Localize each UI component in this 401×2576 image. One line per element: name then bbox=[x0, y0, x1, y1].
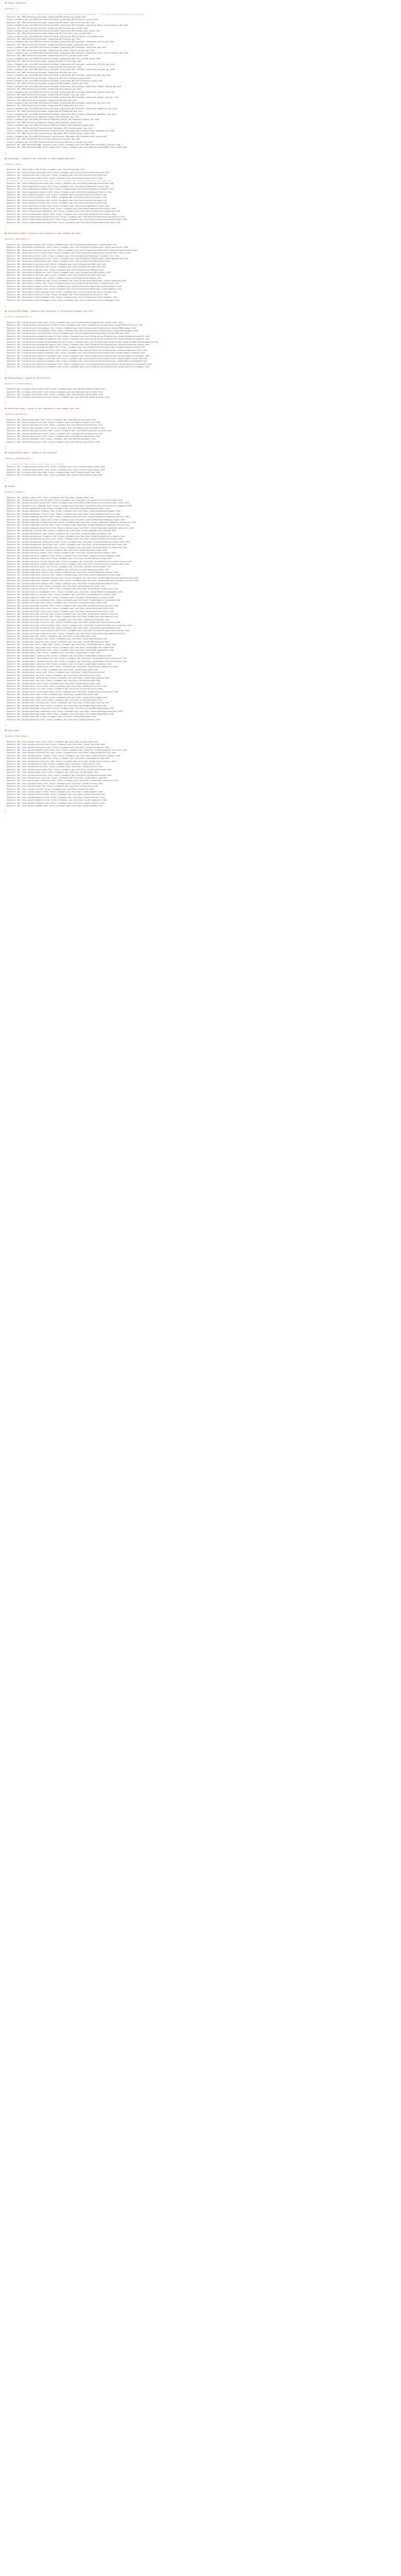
redirect-line: Redirect 301 /user-guide/accessibility.html https://example.gov-test/User_Guide/accessibility.html bbox=[5, 752, 116, 754]
redirect-line: Redirect 301 /guides/sms_long_codes.html https://example.gov-test/User_Guide/SMS/long_codes.html bbox=[5, 646, 114, 649]
redirect-line: Redirect 301 /guides/email_deliverability.html https://example.gov-test/User_Guide/Email/deliverability.html bbox=[5, 657, 127, 660]
redirect-line: https://example.gov-test/MKS_Reference/Customer_Subsystem_API/customer_subsystem_sms_api.html bbox=[5, 102, 111, 105]
redirect-line: Redirect 301 /help/templates/variables.html https://example.gov-test/help/templates/variables.html bbox=[5, 207, 116, 210]
redirect-line: Redirect 301 /MKS_Reference/Customer_Subsystem_API/notifications_guide.html bbox=[5, 77, 91, 79]
redirect-line: Redirect 301 /guides/templates_personalization.html https://example.gov-test/User_Guide/Templates/personalization.html bbox=[5, 577, 139, 579]
redirect-line: Redirect 301 /guides/templates.html https://example.gov-test/User_Guide/Templates/index.html bbox=[5, 568, 110, 571]
redirect-line: Redirect 301 /guides/automation_actions.html https://example.gov-test/User_Guide/Automation/actions.html bbox=[5, 538, 123, 540]
redirect-line: Redirect 301 /help/campaigns/reports.html https://example.gov-test/help/campaigns/reports.html bbox=[5, 191, 112, 193]
redirect-line: Redirect 301 /MKS_Reference/Customer_Subsystem_API/config_api.html bbox=[5, 38, 81, 41]
comment-line: # Redirect 301 /help/account/api_keys.html https://example.gov-test/help/account/api_keys.html bbox=[5, 180, 112, 182]
redirect-line: Redirect 301 /guides/reports_scheduled.html https://example.gov-test/User_Guide/Reports/scheduled.html bbox=[5, 599, 121, 601]
redirect-line: Redirect 301 /guides/reports_revenue.html https://example.gov-test/User_Guide/Reports/revenue.html bbox=[5, 594, 116, 596]
redirect-line: Redirect 301 /integrations/crm/salesforce.html https://example.gov-test/Integration/Integrations_Guide/CRM/salesforce.html bbox=[5, 324, 143, 327]
redirect-line: https://example.gov-test/MKS_Reference/Transactional_Messages_API/transactional_guide.html bbox=[5, 135, 108, 138]
redirect-line: Redirect 301 /help/templates/create.html https://example.gov-test/help/templates/create.html bbox=[5, 205, 110, 207]
redirect-line: Redirect 301 /MKS_Reference/Customer_Subsystem_API/templates_api.html bbox=[5, 105, 84, 107]
redirect-line: Redirect 301 /user-guide/search.html https://example.gov-test/User_Guide/search.html bbox=[5, 763, 101, 766]
redirect-line: Redirect 301 /MKS_Reference/Customer_Subsystem_API/file_upload_guide.html bbox=[5, 55, 89, 57]
redirect-line: Redirect 301 /developers/sdk/node.html https://example.gov-test/Integration/SDK/node.html bbox=[5, 266, 106, 268]
redirect-line: https://example.gov-test/MKS_Reference/Customer_Subsystem_API/canada_post_guide.html bbox=[5, 29, 101, 32]
redirect-line: Redirect 301 /guides/account_setup.html https://example.gov-test/User_Guide/Getting_Started/account_setup.html bbox=[5, 502, 130, 504]
redirect-line: Redirect 301 /MKS_Reference/Transactional_Messages_API/transactional_api.html bbox=[5, 127, 93, 129]
redirect-line: https://example.gov-test/MKS_Reference/Customer_Subsystem_API/customer_subsystem_event_notifications_api.html bbox=[5, 52, 129, 55]
redirect-line: Redirect 301 /user-guide/index.html https://example.gov-test/User_Guide/index.html bbox=[5, 740, 98, 743]
redirect-line: Redirect 301 /help/integrations/webhooks.html https://example.gov-test/help/integrations/webhooks.html bbox=[5, 210, 121, 213]
redirect-line: Redirect 301 /guides/settings.html https://example.gov-test/User_Guide/Settings/index.html bbox=[5, 602, 108, 604]
redirect-line: Redirect 301 /help/contacts/export.html https://example.gov-test/help/contacts/export.html bbox=[5, 196, 108, 199]
redirect-line: Redirect 301 /user-guide/mobile_app.html https://example.gov-test/User_Guide/mobile_app.html bbox=[5, 757, 110, 760]
redirect-line: Redirect 301 /guides/settings_api.html https://example.gov-test/User_Guide/Settings/api.html bbox=[5, 618, 110, 621]
redirect-line: Redirect 301 /integrations/ecommerce/shopify.html https://example.gov-test/Integration/Integrations_Guide/Ecommerce/shopify.html bbox=[5, 335, 150, 337]
redirect-line: Redirect 301 /guides/dashboard_filters.html https://example.gov-test/User_Guide/Dashboard/filters.html bbox=[5, 513, 121, 515]
redirect-line: Redirect 301 /developers/sdk/dotnet.html https://example.gov-test/Integration/SDK/dotnet.html bbox=[5, 271, 111, 274]
redirect-line: https://example.gov-test/MKS_Reference/Customer_Subsystem_API/customer_subsystem_message_api.html bbox=[5, 69, 115, 71]
redirect-line: Redirect 301 /guides/voice_ivr.html https://example.gov-test/User_Guide/Voice/ivr.html bbox=[5, 688, 103, 690]
redirect-line: Redirect 301 /guides/reports_delivery.html https://example.gov-test/User_Guide/Reports/delivery.html bbox=[5, 588, 119, 590]
redirect-line: Redirect 301 /help/campaigns/overview.html https://example.gov-test/help/campaigns/overview.html bbox=[5, 182, 114, 185]
redirect-line: Redirect 301 /user-guide/keyboard_shortcuts.html https://example.gov-test/User_Guide/keyboard_shortcuts.html bbox=[5, 749, 127, 752]
section-line: location /user-guide { bbox=[5, 735, 29, 738]
redirect-line: Redirect 301 /guides/settings_account.html https://example.gov-test/User_Guide/Settings/account.html bbox=[5, 604, 119, 607]
redirect-line: Redirect 301 /developers/quickstart.html https://example.gov-test/Integration/Developer_Guide/quickstart.html bbox=[5, 246, 129, 249]
redirect-line: Redirect 301 /guides/templates_editor.html https://example.gov-test/User_Guide/Templates/editor.html bbox=[5, 571, 119, 574]
section-line: } bbox=[5, 402, 6, 404]
redirect-line: Redirect 301 /user-guide/support.html https://example.gov-test/User_Guide/support.html bbox=[5, 790, 103, 793]
section-line: location /guides { bbox=[5, 490, 25, 493]
redirect-line: Redirect 301 /developers/authentication.html https://example.gov-test/Integration/Developer_Guide/authentication.html bbox=[5, 249, 138, 251]
redirect-line: Redirect 301 /integrations/support/zendesk.html https://example.gov-test/Integration/Integrations_Guide/Support/zendesk.html bbox=[5, 352, 145, 354]
redirect-line: Redirect 301 /user-guide/audit_log.html https://example.gov-test/User_Guide/audit_log.html bbox=[5, 776, 108, 779]
redirect-line: Redirect 301 /guides/contacts.html https://example.gov-test/User_Guide/Contacts/index.html bbox=[5, 549, 108, 551]
redirect-line: Redirect 301 /help/campaigns/create.html https://example.gov-test/help/campaigns/create.html bbox=[5, 185, 110, 188]
section-line: ## Guides bbox=[5, 485, 15, 487]
redirect-line: Redirect 301 /integrations/crm/zoho.html https://example.gov-test/Integration/Integrations_Guide/CRM/zoho.html bbox=[5, 332, 130, 335]
redirect-line: Redirect 301 /developers/tools/debugger.html https://example.gov-test/Integration/Tools/debugger.html bbox=[5, 299, 120, 301]
redirect-line: Redirect 301 /guides/email_sending.html https://example.gov-test/User_Guide/Email/sending.html bbox=[5, 654, 112, 657]
redirect-line: Redirect 301 /MKS_Reference/MKS_Error_Codes.html https://example.gov-test/MKS_Reference/MKS_Error_Codes.html bbox=[5, 146, 127, 149]
redirect-line: Redirect 301 /guides/campaign_builder.html https://example.gov-test/User_Guide/Campaigns/campaign_builder.html bbox=[5, 516, 130, 518]
redirect-line: Redirect 301 /guides/sms_compliance.html https://example.gov-test/User_Guide/SMS/compliance.html bbox=[5, 649, 114, 652]
redirect-line: Redirect 301 /integrations/index.html https://example.gov-test/Integration/Integrations_Guide/index.html bbox=[5, 321, 123, 324]
redirect-line: Redirect 301 /user-guide/overview.html https://example.gov-test/User_Guide/overview.html bbox=[5, 743, 105, 746]
redirect-line: Redirect 301 /help/integrations/salesforce.html https://example.gov-test/help/integrations/salesforce.html bbox=[5, 216, 125, 218]
redirect-line: Redirect 301 /integrations/analytics/mixpanel.html https://example.gov-test/Integration/Integrations_Guide/Analytics/mixpanel.html bbox=[5, 363, 152, 365]
redirect-line: Redirect 301 /guides/reports_export.html https://example.gov-test/User_Guide/Reports/export.html bbox=[5, 596, 114, 599]
redirect-line: Redirect 301 /MKS_Reference/Customer_Subsystem_API/callback_retry_guide.html bbox=[5, 32, 92, 35]
redirect-line: https://example.gov-test/MKS_Reference/Customer_Subsystem_API/customer_subsystem_reports_api.html bbox=[5, 91, 115, 93]
section-line: location /transactional { bbox=[5, 457, 33, 460]
redirect-line: Redirect 301 /developers/sdk/java.html https://example.gov-test/Integration/SDK/java.html bbox=[5, 263, 106, 265]
redirect-line: Redirect 301 /guides/voice.html https://example.gov-test/User_Guide/Voice/index.html bbox=[5, 682, 101, 685]
redirect-line: Redirect 301 /MKS_Reference/Customer_Subsystem_API/number_lookup_api.html bbox=[5, 82, 89, 85]
redirect-line: Redirect 301 /guides/sms_sending.html https://example.gov-test/User_Guide/SMS/sending.html bbox=[5, 638, 108, 640]
redirect-line: Redirect 301 /user-guide/roadmap.html https://example.gov-test/User_Guide/roadmap.html bbox=[5, 804, 103, 807]
redirect-line: Redirect 301 /guides/automation_triggers.html https://example.gov-test/User_Guide/Automation/triggers.html bbox=[5, 535, 125, 537]
redirect-line: Redirect 301 /marketing/case-studies.html https://example.gov-test/Marketing/case-studies.html bbox=[5, 430, 112, 432]
redirect-line: Redirect 301 /developers/pagination.html https://example.gov-test/Integration/Developer_Guide/pagination.html bbox=[5, 257, 129, 260]
redirect-line: Redirect 301 /guides/campaign_types.html https://example.gov-test/User_Guide/Campaigns/campaign_types.html bbox=[5, 518, 125, 521]
redirect-line: Redirect 301 /MKS_Reference/Customer_Subsystem_API/webhooks_api.html bbox=[5, 110, 83, 113]
redirect-line: https://example.gov-test/MKS_Reference/Template_Engine_API/template_guide.html bbox=[5, 124, 94, 127]
redirect-line: Redirect 301 /developers/changelog.html https://example.gov-test/Integration/Developer_Guide/changelog.html bbox=[5, 280, 126, 282]
redirect-line: Redirect 301 /help/contacts/import.html https://example.gov-test/help/contacts/import.html bbox=[5, 193, 108, 196]
comment-line: # Transactional_Mail_Guide moved (keep for history) bbox=[5, 463, 64, 465]
redirect-line: Redirect 301 /help/index.html https://example.gov-test/help/index.html bbox=[5, 168, 85, 171]
redirect-line: Redirect 301 /guides/settings_domains.html https://example.gov-test/User_Guide/Settings/domains.html bbox=[5, 616, 119, 618]
redirect-line: Redirect 301 /user-guide/notifications.html https://example.gov-test/User_Guide/notifications.html bbox=[5, 760, 116, 762]
redirect-line: Redirect 301 /guides/chat_widget.html https://example.gov-test/User_Guide/Chat/widget.html bbox=[5, 696, 108, 699]
redirect-line: Redirect 301 /guides/contacts_tags.html https://example.gov-test/User_Guide/Contacts/tags.html bbox=[5, 557, 112, 560]
section-line: ## Release-Notes : moved to new locations bbox=[5, 377, 51, 379]
redirect-line: Redirect 301 /guides/templates_mobile.html https://example.gov-test/User_Guide/Templates/mobile.html bbox=[5, 582, 119, 585]
redirect-line: Redirect 301 /guides/voice_recordings.html https://example.gov-test/User_Guide/Voice/recordings.html bbox=[5, 690, 119, 693]
redirect-line: Redirect 301 /user-guide/privacy.html https://example.gov-test/User_Guide/privacy.html bbox=[5, 782, 103, 785]
section-line: location /marketing { bbox=[5, 413, 28, 415]
redirect-line: Redirect 301 /guides/voice_calls.html https://example.gov-test/User_Guide/Voice/calls.html bbox=[5, 685, 108, 688]
redirect-line: Redirect 301 /developers/rate_limits.html https://example.gov-test/Integration/Developer_Guide/rate_limits.html bbox=[5, 252, 131, 255]
redirect-line: Redirect 301 /developers/samples.html https://example.gov-test/Integration/Developer_Guide/samples.html bbox=[5, 288, 122, 291]
redirect-line: Redirect 301 /marketing/contact.html https://example.gov-test/Marketing/contact.html bbox=[5, 435, 101, 437]
redirect-line: Redirect 301 /developers/tools/sandbox.html https://example.gov-test/Integration/Tools/sandbox.html bbox=[5, 296, 118, 299]
redirect-line: Redirect 301 /guides/email_bounces.html https://example.gov-test/User_Guide/Email/bounces.html bbox=[5, 663, 112, 665]
redirect-line: Redirect 301 /integrations/support/intercom.html https://example.gov-test/Integration/Integrations_Guide/Support/intercom.html bbox=[5, 358, 147, 360]
redirect-line: Redirect 301 /release-notes/2024.html https://example.gov-test/Release_Notes/2024.html bbox=[5, 394, 103, 396]
redirect-line: Redirect 301 /developers/tools/cli.html https://example.gov-test/Integration/Tools/cli.html bbox=[5, 294, 109, 296]
section-line: location /integrations { bbox=[5, 316, 31, 318]
redirect-line: Redirect 301 /integrations/analytics/segment.html https://example.gov-test/Integration/Integrations_Guide/Analytics/segment.html bbox=[5, 366, 150, 368]
redirect-line: Redirect 301 /developers/index.html https://example.gov-test/Integration/Developer_Guide/index.html bbox=[5, 243, 118, 246]
redirect-line: Redirect 301 /guides/index.html https://example.gov-test/User_Guide/index.html bbox=[5, 496, 94, 499]
redirect-line: Redirect 301 /guides/first_campaign.html https://example.gov-test/User_Guide/Getting_Started/first_campaign.html bbox=[5, 504, 132, 507]
redirect-line: Redirect 301 /guides/whatsapp_templates.html https://example.gov-test/User_Guide/WhatsApp/templates.html bbox=[5, 710, 123, 713]
redirect-line: https://example.gov-test/MKS_Reference/Customer_Subsystem_API/customer_subsystem_number_lookup_api.html bbox=[5, 85, 122, 88]
redirect-line: Redirect 301 /guides/campaign_scheduling.html https://example.gov-test/User_Guide/Campaigns/campaign_scheduling.html bbox=[5, 521, 137, 524]
redirect-line: Redirect 301 /guides/push_android.html https://example.gov-test/User_Guide/Push/android.html bbox=[5, 676, 110, 679]
redirect-line: Redirect 301 /guides/whatsapp_setup.html https://example.gov-test/User_Guide/WhatsApp/setup.html bbox=[5, 707, 114, 710]
redirect-line: Redirect 301 /user-guide/training.html https://example.gov-test/User_Guide/training.html bbox=[5, 793, 105, 796]
redirect-line: Redirect 301 /MKS_Reference/Verification_API/verification_api.html bbox=[5, 138, 81, 141]
redirect-line: https://example.gov-test/MKS_Reference/Customer_Subsystem_API/notifications_guide.html bbox=[5, 79, 103, 82]
section-line: } bbox=[5, 152, 6, 155]
redirect-line: Redirect 301 /user-guide/terms.html https://example.gov-test/User_Guide/terms.html bbox=[5, 785, 98, 788]
redirect-line: Redirect 301 /help/contacts/fields.html https://example.gov-test/help/contacts/fields.html bbox=[5, 202, 108, 205]
redirect-line: Redirect 301 /MKS_Reference/Template_Engine_API/template_api.html bbox=[5, 116, 79, 118]
redirect-line: Redirect 301 /user-guide/community.html https://example.gov-test/User_Guide/community.html bbox=[5, 799, 108, 802]
redirect-line: Redirect 301 /user-guide/navigation.html https://example.gov-test/User_Guide/navigation.html bbox=[5, 746, 110, 749]
redirect-line: Redirect 301 /help/contacts/groups.html https://example.gov-test/help/contacts/groups.html bbox=[5, 199, 108, 201]
redirect-line: Redirect 301 /guides/automation_workflows.html https://example.gov-test/User_Guide/Automation/workflows.html bbox=[5, 544, 127, 546]
redirect-line: Redirect 301 /guides/push.html https://example.gov-test/User_Guide/Push/index.html bbox=[5, 668, 98, 671]
redirect-line: Redirect 301 /developers/sdk/php.html https://example.gov-test/Integration/SDK/php.html bbox=[5, 268, 104, 271]
redirect-line: https://example.gov-test/MKS_Reference/Customer_Subsystem_API/customer_subsystem_filters_api.html bbox=[5, 63, 115, 65]
redirect-line: Redirect 301 /guides/glossary.html https://example.gov-test/User_Guide/glossary.html bbox=[5, 718, 101, 721]
redirect-line: Redirect 301 /user-guide/profile.html https://example.gov-test/User_Guide/profile.html bbox=[5, 766, 103, 768]
redirect-line: Redirect 301 /user-guide/sla.html https://example.gov-test/User_Guide/sla.html bbox=[5, 788, 94, 790]
redirect-line: Redirect 301 /help/campaigns/schedule.html https://example.gov-test/help/campaigns/schedule.html bbox=[5, 188, 114, 191]
redirect-line: Redirect 301 /MKS_Reference/MKS_Glossary.html https://example.gov-test/MKS_Reference/MKS_Glossary.html bbox=[5, 143, 121, 146]
section-line: location /developers { bbox=[5, 238, 29, 241]
redirect-line: https://example.gov-test/MKS_Reference/Customer_Subsystem_API/customer_subsystem_config_api.html bbox=[5, 41, 114, 43]
redirect-line: Redirect 301 /user-guide/feedback.html https://example.gov-test/User_Guide/feedback.html bbox=[5, 802, 105, 804]
redirect-line: Redirect 301 /help/integrations/zapier.html https://example.gov-test/help/integrations/zapier.html bbox=[5, 213, 116, 215]
redirect-line: Redirect 301 /guides/whatsapp_media.html https://example.gov-test/User_Guide/WhatsApp/media.html bbox=[5, 713, 114, 715]
section-line: } bbox=[5, 227, 6, 229]
redirect-line: Redirect 301 /guides/settings_localization.html https://example.gov-test/User_Guide/Settings/localization.html bbox=[5, 630, 130, 632]
redirect-line: Redirect 301 /marketing/about.html https://example.gov-test/Marketing/about.html bbox=[5, 438, 96, 440]
redirect-line: Redirect 301 /guides/email_complaints.html https://example.gov-test/User_Guide/Email/complaints.html bbox=[5, 666, 119, 668]
redirect-line: Redirect 301 /help/troubleshooting/delivery.html https://example.gov-test/help/troubleshooting/delivery.html bbox=[5, 218, 127, 221]
redirect-line: Redirect 301 /integrations/automation/ifttt.html https://example.gov-test/Integration/Integrations_Guide/Automation/ifttt.html bbox=[5, 349, 147, 351]
redirect-line: https://example.gov-test/MKS_Reference/Template_Engine_API/template_engine_api.html bbox=[5, 118, 99, 121]
redirect-line: Redirect 301 /MKS_Reference/Template_Engine_API/template_guide.html bbox=[5, 121, 82, 124]
redirect-line: Redirect 301 /guides/contacts_segments.html https://example.gov-test/User_Guide/Contacts/segments.html bbox=[5, 554, 121, 557]
redirect-line: Redirect 301 /MKS_Reference/Customer_Subsystem_API/event_notifications_api.html bbox=[5, 49, 95, 52]
redirect-line: Redirect 301 /guides/dashboard_widgets.html https://example.gov-test/User_Guide/Dashboard/widgets.html bbox=[5, 510, 121, 513]
redirect-line: Redirect 301 /transactional/index.html https://example.gov-test/Transactional/index.html bbox=[5, 466, 105, 468]
redirect-line: Redirect 301 /guides/dashboard.html https://example.gov-test/User_Guide/Dashboard/index.html bbox=[5, 507, 110, 510]
redirect-line: Redirect 301 /user-guide/webinars.html https://example.gov-test/User_Guide/webinars.html bbox=[5, 796, 105, 799]
redirect-line: Redirect 301 /guides/contacts_custom_fields.html https://example.gov-test/User_Guide/Contacts/custom_fields.html bbox=[5, 560, 132, 563]
redirect-line: Redirect 301 /transactional/push.html https://example.gov-test/Transactional/push.html bbox=[5, 474, 103, 477]
redirect-line: Redirect 301 /guides/push_ios.html https://example.gov-test/User_Guide/Push/ios.html bbox=[5, 674, 101, 676]
redirect-line: Redirect 301 /guides/getting_started.html https://example.gov-test/User_Guide/Getting_Started/index.html bbox=[5, 499, 123, 501]
redirect-line: Redirect 301 /guides/settings_notifications.html https://example.gov-test/User_Guide/Settings/notifications.html bbox=[5, 624, 132, 626]
redirect-line: Redirect 301 /integrations/crm/dynamics.html https://example.gov-test/Integration/Integrations_Guide/CRM/dynamics.html bbox=[5, 330, 139, 332]
code-editor[interactable] bbox=[0, 0, 401, 815]
redirect-line: Redirect 301 /MKS_Reference/Customer_Subsystem_API/sender_ids_api.html bbox=[5, 93, 85, 96]
redirect-line: Redirect 301 /guides/whatsapp.html https://example.gov-test/User_Guide/WhatsApp/index.html bbox=[5, 704, 108, 707]
redirect-line: https://example.gov-test/MKS_Reference/Customer_Subsystem_API/file_upload_guide.html bbox=[5, 57, 101, 60]
redirect-line: Redirect 301 /developers/status.html https://example.gov-test/Integration/Developer_Guide/status.html bbox=[5, 282, 120, 285]
redirect-line: Redirect 301 /integrations/support/freshdesk.html https://example.gov-test/Integration/Integrations_Guide/Support/freshdesk.html bbox=[5, 354, 150, 357]
section-line: ## Gerbil redirects bbox=[5, 2, 26, 4]
redirect-line: https://example.gov-test/MKS_Reference/Verification_API/verification_api.html bbox=[5, 141, 93, 143]
redirect-line: Redirect 301 /guides/email.html https://example.gov-test/User_Guide/Email/index.html bbox=[5, 652, 101, 654]
section-line: } bbox=[5, 480, 6, 482]
section-line: ## Developers-Pages : moved to new locations in dev.example.gov-test bbox=[5, 232, 81, 235]
redirect-line: Redirect 301 /guides/contacts_gdpr.html https://example.gov-test/User_Guide/Contacts/gdpr.html bbox=[5, 566, 112, 568]
redirect-line: Redirect 301 /developers/sdk/python.html https://example.gov-test/Integration/SDK/python.html bbox=[5, 260, 111, 263]
redirect-line: Redirect 301 /marketing/features.html https://example.gov-test/Marketing/features.html bbox=[5, 424, 103, 427]
redirect-line: Redirect 301 /MKS_Reference/Customer_Subsystem_API/message_api.html bbox=[5, 65, 82, 68]
redirect-line: Redirect 301 /MKS_Reference/Customer_Subsystem_API/filters_api.html bbox=[5, 60, 82, 63]
redirect-line: Redirect 301 /guides/templates_dynamic_content.html https://example.gov-test/User_Guide/Templates/dynamic_content.html bbox=[5, 580, 139, 582]
redirect-line: https://example.gov-test/MKS_Reference/Customer_Subsystem_API/customer_subsystem_templates_api.html bbox=[5, 107, 118, 110]
redirect-line: Redirect 301 /guides/templates_library.html https://example.gov-test/User_Guide/Templates/library.html bbox=[5, 574, 121, 577]
section-line: } bbox=[5, 371, 6, 374]
redirect-line: Redirect 301 /integrations/automation/make.html https://example.gov-test/Integration/Integrations_Guide/Automation/make.html bbox=[5, 346, 145, 349]
redirect-line: https://example.gov-test/MKS_Reference/Customer_Subsystem_API/autopilot_guide.html bbox=[5, 19, 98, 21]
section-line: ## Integrations-Pages : moved to new locations in integrations.example.gov-test bbox=[5, 310, 93, 313]
redirect-line: Redirect 301 /guides/contacts_unsubscribes.html https://example.gov-test/User_Guide/Contacts/unsubscribes.html bbox=[5, 563, 130, 565]
redirect-line: Redirect 301 /marketing/index.html https://example.gov-test/Marketing/index.html bbox=[5, 418, 96, 421]
redirect-line: https://example.gov-test/MKS_Reference/Customer_Subsystem_API/customer_subsystem_api.html bbox=[5, 46, 106, 49]
redirect-line: Redirect 301 /guides/contacts_import.html https://example.gov-test/User_Guide/Contacts/import.html bbox=[5, 552, 116, 554]
redirect-line: Redirect 301 /guides/faq.html https://example.gov-test/User_Guide/FAQ/index.html bbox=[5, 716, 96, 718]
section-line: } bbox=[5, 304, 6, 307]
redirect-line: Redirect 301 /developers/sdk/ruby.html https://example.gov-test/Integration/SDK/ruby.html bbox=[5, 274, 106, 277]
redirect-line: Redirect 301 /guides/reports_engagement.html https://example.gov-test/User_Guide/Reports/engagement.html bbox=[5, 590, 123, 593]
redirect-line: Redirect 301 /MKS_Reference/Customer_Subsystem_API/reports_api.html bbox=[5, 88, 82, 91]
redirect-line: Redirect 301 /developers/support.html https://example.gov-test/Integration/Developer_Guide/support.html bbox=[5, 285, 122, 287]
redirect-line: Redirect 301 /guides/push_web.html https://example.gov-test/User_Guide/Push/web.html bbox=[5, 680, 101, 682]
redirect-line: Redirect 301 /guides/chat.html https://example.gov-test/User_Guide/Chat/index.html bbox=[5, 693, 98, 696]
redirect-line: Redirect 301 /MKS_Reference/Customer_Subsystem_API/canada_post_guide.html bbox=[5, 27, 89, 29]
redirect-line: Redirect 301 /user-guide/teams.html https://example.gov-test/User_Guide/teams.html bbox=[5, 771, 98, 774]
redirect-line: Redirect 301 /guides/automation_conditions.html https://example.gov-test/User_Guide/Automation/conditions.html bbox=[5, 540, 130, 543]
redirect-line: Redirect 301 /guides/settings_billing.html https://example.gov-test/User_Guide/Settings/billing.html bbox=[5, 613, 119, 615]
section-line: ## Marketing-Pages : moved to new locations in www.example.gov-test bbox=[5, 408, 79, 410]
redirect-line: Redirect 301 /guides/settings_users.html https://example.gov-test/User_Guide/Settings/users.html bbox=[5, 607, 114, 610]
redirect-line: Redirect 301 /guides/automation.html https://example.gov-test/User_Guide/Automation/index.html bbox=[5, 532, 112, 535]
redirect-line: Redirect 301 /integrations/analytics/google.html https://example.gov-test/Integration/Integrations_Guide/Analytics/google.html bbox=[5, 360, 147, 363]
redirect-line: Redirect 301 /help/account/billing.html https://example.gov-test/help/account/billing.html bbox=[5, 174, 108, 177]
section-line: } bbox=[5, 810, 6, 812]
redirect-line: Redirect 301 /marketing/pricing.html https://example.gov-test/Marketing/pricing.html bbox=[5, 421, 101, 423]
redirect-line: Redirect 301 /user-guide/browser_support.html https://example.gov-test/User_Guide/browser_support.html bbox=[5, 754, 121, 757]
redirect-line: https://example.gov-test/MKS_Reference/Customer_Subsystem_API/customer_subsystem_webhooks_api.html bbox=[5, 113, 116, 115]
redirect-line: Redirect 301 /integrations/automation/zapier.html https://example.gov-test/Integration/Integrations_Guide/Automation/zapier.html bbox=[5, 344, 150, 346]
redirect-line: https://example.gov-test/MKS_Reference/Customer_Subsystem_API/customer_subsystem_sender_ids_api.html bbox=[5, 96, 119, 99]
redirect-line: Redirect 301 /release-notes/archive.html https://example.gov-test/Release_Notes/archive.html bbox=[5, 396, 110, 399]
redirect-line: Redirect 301 /guides/sms_short_codes.html https://example.gov-test/User_Guide/SMS/short_codes.html bbox=[5, 643, 116, 646]
redirect-line: https://example.gov-test/MKS_Reference/Customer_Subsystem_API/customer_subsystem_mms_api.html bbox=[5, 74, 111, 77]
redirect-line: Redirect 301 /marketing/partners.html https://example.gov-test/Marketing/partners.html bbox=[5, 432, 103, 435]
redirect-line: Redirect 301 /transactional/email.html https://example.gov-test/Transactional/email.html bbox=[5, 468, 105, 471]
redirect-line: Redirect 301 /MKS_Reference/Customer_Subsystem_API/mms_api.html bbox=[5, 71, 77, 74]
redirect-line: Redirect 301 /marketing/careers.html https://example.gov-test/Marketing/careers.html bbox=[5, 440, 101, 443]
section-line: } bbox=[5, 724, 6, 726]
redirect-line: https://example.gov-test/MKS_Reference/Customer_Subsystem_API/callback_retry_guide.html bbox=[5, 35, 104, 38]
redirect-line: Redirect 301 /help/troubleshooting/login.html https://example.gov-test/help/troubleshooting/login.html bbox=[5, 221, 121, 224]
redirect-line: Redirect 301 /MKS_Reference/Customer_Subsystem_API/sms_api.html bbox=[5, 99, 77, 101]
redirect-line: Redirect 301 /release-notes/2023.html https://example.gov-test/Release_Notes/2023.html bbox=[5, 391, 103, 393]
redirect-line: Redirect 301 /MKS_Reference/Customer_Subsystem_API/customer_subsystem_api.html bbox=[5, 43, 94, 46]
redirect-line: Redirect 301 /MKS_Reference/Customer_Subsystem_API/batch_notifications_api.html bbox=[5, 21, 95, 24]
redirect-line: Redirect 301 /user-guide/data_retention.html https://example.gov-test/User_Guide/data_retention.html bbox=[5, 779, 119, 782]
redirect-line: Redirect 301 /guides/sms.html https://example.gov-test/User_Guide/SMS/index.html bbox=[5, 635, 96, 638]
redirect-line: Redirect 301 /guides/chat_bots.html https://example.gov-test/User_Guide/Chat/bots.html bbox=[5, 699, 103, 702]
redirect-line: Redirect 301 /developers/errors.html https://example.gov-test/Integration/Developer_Guide/errors.html bbox=[5, 255, 120, 257]
redirect-line: Redirect 301 /marketing/customers.html https://example.gov-test/Marketing/customers.html bbox=[5, 427, 105, 429]
redirect-line: https://example.gov-test/MKS_Reference/Transactional_Messages_API/transactional_messages_api.html bbox=[5, 129, 115, 132]
redirect-line: Redirect 301 /integrations/crm/hubspot.html https://example.gov-test/Integration/Integrations_Guide/CRM/hubspot.html bbox=[5, 327, 137, 329]
redirect-line: Redirect 301 /MKS_Reference/Customer_Subsystem_API/autopilot_guide.html bbox=[5, 15, 86, 18]
section-line: location / { bbox=[5, 7, 18, 10]
redirect-line: Redirect 301 /guides/ab_testing.html https://example.gov-test/User_Guide/Campaigns/ab_testing.html bbox=[5, 530, 116, 532]
redirect-line: Redirect 301 /MKS_Reference/Transactional_Messages_API/transactional_guide.html bbox=[5, 132, 95, 135]
redirect-line: Redirect 301 /guides/reports.html https://example.gov-test/User_Guide/Reports/index.html bbox=[5, 585, 105, 588]
redirect-line: Redirect 301 /guides/settings_security.html https://example.gov-test/User_Guide/Settings/security.html bbox=[5, 621, 121, 624]
redirect-line: Redirect 301 /release-notes/index.html https://example.gov-test/Release_Notes/index.html bbox=[5, 388, 105, 391]
redirect-line: Redirect 301 /user-guide/permissions.html https://example.gov-test/User_Guide/permissions.html bbox=[5, 774, 112, 776]
redirect-line: Redirect 301 /guides/chat_routing.html https://example.gov-test/User_Guide/Chat/routing.html bbox=[5, 702, 110, 704]
redirect-line: Redirect 301 /integrations/ecommerce/magento.html https://example.gov-test/Integration/Integrations_Guide/Ecommerce/magento.html bbox=[5, 338, 150, 341]
comment-line: #[This is a remnant from an MKS-Reference/Customer-Subsystem-Migration-Subsystem... Following redirects/adjust accordingly] bbox=[5, 13, 144, 15]
section-line: ## User-Guide bbox=[5, 730, 20, 732]
redirect-line: Redirect 301 /guides/email_authentication.html https://example.gov-test/User_Guide/Email/authentication.html bbox=[5, 660, 127, 663]
redirect-line: Redirect 301 /transactional/sms.html https://example.gov-test/Transactional/sms.html bbox=[5, 471, 101, 474]
redirect-line: Redirect 301 /developers/sdk/go.html https://example.gov-test/Integration/SDK/go.html bbox=[5, 277, 102, 279]
redirect-line: Redirect 301 /guides/push_setup.html https://example.gov-test/User_Guide/Push/setup.html bbox=[5, 671, 105, 674]
section-line: ## Transactional-Pages : moved to new locations bbox=[5, 452, 57, 454]
redirect-line: Redirect 301 /user-guide/preferences.html https://example.gov-test/User_Guide/preferences.html bbox=[5, 768, 112, 771]
redirect-line: Redirect 301 /guides/settings_branding.html https://example.gov-test/User_Guide/Settings/branding.html bbox=[5, 626, 121, 629]
redirect-line: https://example.gov-test/MKS_Reference/Customer_Subsystem_API/customer_subsystem_batch_notifications_api.html bbox=[5, 24, 129, 27]
section-line: ## Help-Pages : moved to new locations in help.example.gov-test bbox=[5, 157, 75, 160]
redirect-line: Redirect 301 /guides/campaign_testing.html https://example.gov-test/User_Guide/Campaigns/campaign_testing.html bbox=[5, 524, 130, 527]
redirect-line: Redirect 301 /guides/settings_roles.html https://example.gov-test/User_Guide/Settings/roles.html bbox=[5, 610, 114, 613]
redirect-line: Redirect 301 /help/account/users.html https://example.gov-test/help/account/users.html bbox=[5, 177, 103, 179]
section-line: location /help { bbox=[5, 163, 23, 165]
redirect-line: Redirect 301 /guides/sms_keywords.html https://example.gov-test/User_Guide/SMS/keywords.html bbox=[5, 640, 110, 643]
redirect-line: Redirect 301 /guides/automation_templates.html https://example.gov-test/User_Guide/Automation/templates.html bbox=[5, 546, 127, 549]
redirect-line: Redirect 301 /guides/campaign_analytics.html https://example.gov-test/User_Guide/Campaigns/campaign_analytics.html bbox=[5, 527, 134, 529]
section-line: location /release-notes { bbox=[5, 382, 33, 385]
redirect-line: Redirect 301 /integrations/ecommerce/woocommerce.html https://example.gov-test/Integration/Integrations_Guide/Ecommerce/woocommerce.html bbox=[5, 341, 159, 343]
redirect-line: Redirect 301 /guides/settings_compliance.html https://example.gov-test/User_Guide/Settings/compliance.html bbox=[5, 632, 125, 635]
redirect-line: Redirect 301 /help/account/settings.html https://example.gov-test/help/account/settings.html bbox=[5, 171, 110, 174]
section-line: } bbox=[5, 446, 6, 449]
redirect-line: Redirect 301 /developers/tools/postman.html https://example.gov-test/Integration/Tools/postman.html bbox=[5, 291, 118, 293]
